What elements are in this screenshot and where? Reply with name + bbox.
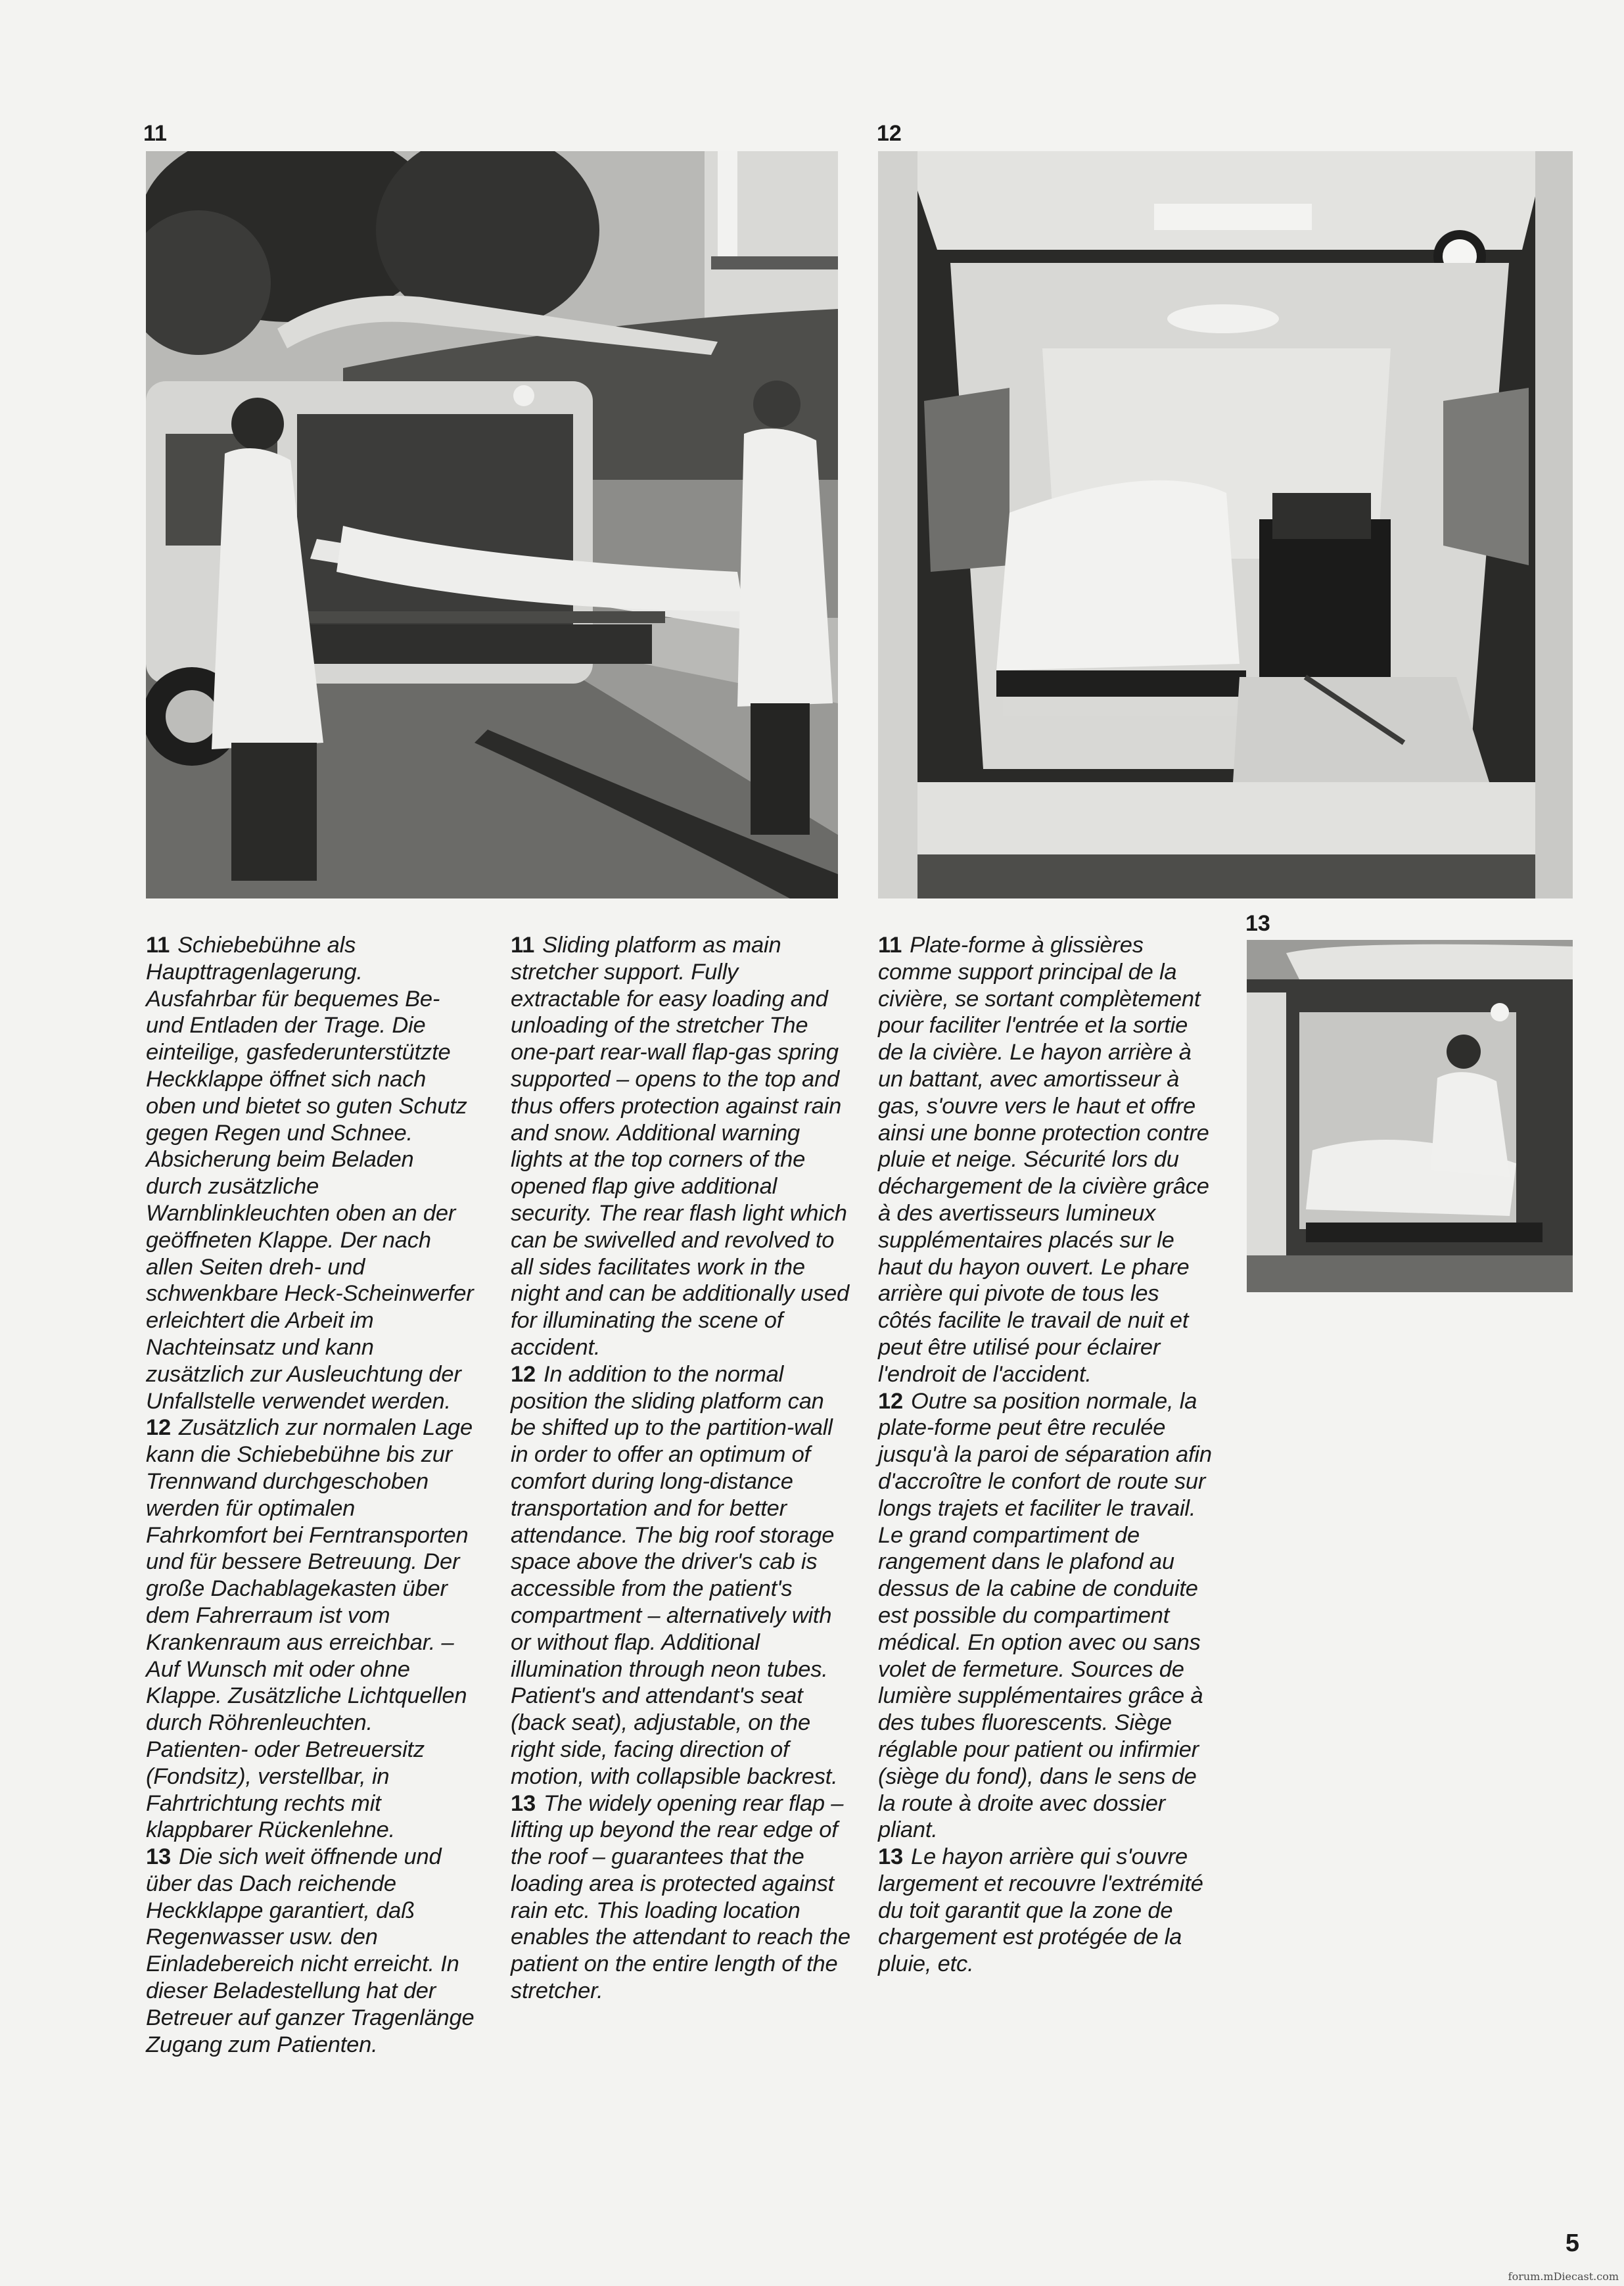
caption-de-12 <box>146 1414 475 1844</box>
caption-en-12 <box>511 1361 852 1790</box>
caption-number: 11 <box>878 933 902 958</box>
caption-text: Sliding platform as main stretcher support. Fully extractable for easy loading and unloading of the stretcher The one-part rear-wall flap-gas spring supported – opens to the top and thus offers protection against rain and snow. Additional warning lights at the top corners of the opened flap give additional security. The rear flash light which can be swivelled and revolved to all sides facilitates work in the night and can be additionally used for illuminating the scene of accident. <box>511 933 849 1360</box>
caption-text: The widely opening rear flap – lifting up beyond the rear edge of the roof – guarantees that the loading area is protected against rain etc. This loading location enables the attendant to reach the patient on the entire length of the stretcher. <box>511 1790 850 2004</box>
figure-number-11: 11 <box>143 121 167 146</box>
caption-number: 12 <box>146 1415 171 1441</box>
caption-text: In addition to the normal position the sliding platform can be shifted up to the partition-wall in order to offer an optimum of comfort during long-distance transportation and for better attendance. The big roof storage space above the driver's cab is accessible from the patient's compartment – alternatively with or without flap. Additional illumination through neon tubes. Patient's and attendant's seat (back seat), adjustable, on the right side, facing direction of motion, with collapsible backrest. <box>511 1361 838 1789</box>
caption-number: 12 <box>511 1361 536 1387</box>
caption-text: Outre sa position normale, la plate-forme peut être reculée jusqu'à la paroi de séparation afin d'accroître le confort de route sur longs trajets et faciliter le travail. Le grand compartiment de rangement dans le plafond au dessus de la cabine de conduite est possible du compartiment médical. En option avec ou sans volet de fermeture. Sources de lumière supplémentaires grâce à des tubes fluorescents. Siège réglable pour patient ou infirmier (siège du fond), dans le sens de la route à droite avec dossier pliant. <box>878 1388 1212 1843</box>
photo-ambulance-interior <box>878 151 1573 898</box>
caption-en-13 <box>511 1790 852 2005</box>
caption-column-french <box>878 932 1213 1978</box>
caption-fr-13 <box>878 1844 1213 1978</box>
caption-text: Zusätzlich zur normalen Lage kann die Schiebebühne bis zur Trennwand durchgeschoben werden für optimalen Fahrkomfort bei Ferntransporten und für bessere Betreuung. Der große Dachablagekasten über dem Fahrerraum ist vom Krankenraum aus erreichbar. – Auf Wunsch mit oder ohne Klappe. Zusätzliche Lichtquellen durch Röhrenleuchten. Patienten- oder Betreuersitz (Fondsitz), verstellbar, in Fahrtrichtung rechts mit klappbarer Rückenlehne. <box>146 1415 473 1843</box>
caption-de-13 <box>146 1844 475 2058</box>
caption-number: 13 <box>146 1844 171 1870</box>
caption-text: Le hayon arrière qui s'ouvre largement et recouvre l'extrémité du toit garantit que la zone de chargement est protégée de la pluie, etc. <box>878 1844 1203 1977</box>
caption-number: 12 <box>878 1388 903 1414</box>
caption-text: Die sich weit öffnende und über das Dach reichende Heckklappe garantiert, daß Regenwasser usw. den Einladebereich nicht erreicht. In dieser Beladestellung hat der Betreuer auf ganzer Tragenlänge Zugang zum Patienten. <box>146 1844 475 2057</box>
caption-fr-11 <box>878 932 1213 1388</box>
caption-text: Plate-forme à glissières comme support principal de la civière, se sortant complètement pour faciliter l'entrée et la sortie de la civière. Le hayon arrière à un battant, avec amortisseur à gas, s'ouvre vers le haut et offre ainsi une bonne protection contre pluie et neige. Sécurité lors du déchargement de la civière grâce à des avertisseurs lumineux supplémentaires placés sur le haut du hayon ouvert. Le phare arrière qui pivote de tous les côtés facilite le travail de nuit et peut être utilisé pour éclairer l'endroit de l'accident. <box>878 933 1209 1387</box>
figure-number-12: 12 <box>877 121 902 146</box>
photo-ambulance-loading <box>146 151 838 898</box>
caption-column-german <box>146 932 475 2058</box>
caption-number: 13 <box>511 1790 536 1816</box>
caption-en-11 <box>511 932 852 1361</box>
caption-column-english <box>511 932 852 2005</box>
photo-open-rear-flap <box>1247 940 1573 1292</box>
caption-number: 13 <box>878 1844 903 1870</box>
caption-number: 11 <box>146 933 170 958</box>
caption-number: 11 <box>511 933 535 958</box>
caption-fr-12 <box>878 1388 1213 1844</box>
page-number: 5 <box>1565 2229 1579 2257</box>
figure-number-13: 13 <box>1245 911 1270 936</box>
caption-text: Schiebebühne als Haupttragenlagerung. Ausfahrbar für bequemes Be- und Entladen der Trage. Die einteilige, gasfederunterstützte Heckklappe öffnet sich nach oben und bietet so guten Schutz gegen Regen und Schnee. Absicherung beim Beladen durch zusätzliche Warnblinkleuchten oben an der geöffneten Klappe. Der nach allen Seiten dreh- und schwenkbare Heck-Scheinwerfer erleichtert die Arbeit im Nachteinsatz und kann zusätzlich zur Ausleuchtung der Unfallstelle verwendet werden. <box>146 933 474 1414</box>
caption-de-11 <box>146 932 475 1414</box>
watermark: forum.mDiecast.com <box>1508 2270 1619 2283</box>
